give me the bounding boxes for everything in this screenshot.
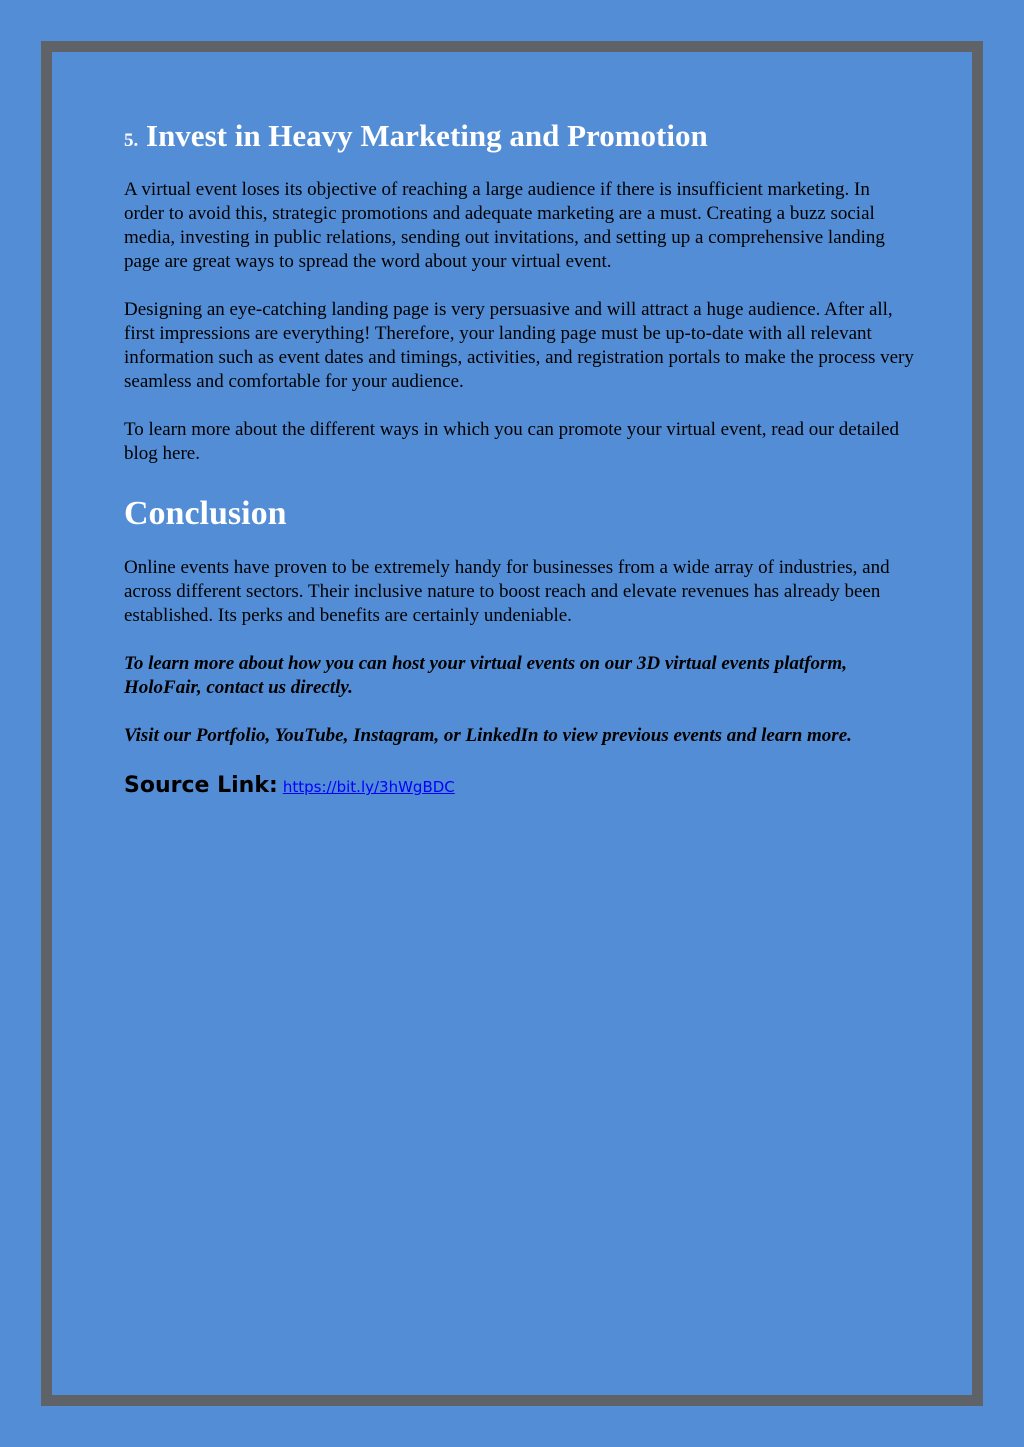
section-5-paragraph-2: Designing an eye-catching landing page is very persuasive and will attract a huge audience. After all, first impressions are everything! Therefore, your landing page must be up-to-date with all relevant information such as event dates and timings, activities, and registration portals to make the process very seamless and comfortable for your audience. [124,299,914,392]
source-label: Source Link: [124,773,278,798]
conclusion-paragraph: Online events have proven to be extremely handy for businesses from a wide array of industries, and across different sectors. Their inclusive nature to boost reach and elevate revenues has already been established. Its perks and benefits are certainly undeniable. [124,557,890,626]
conclusion-heading: Conclusion [124,495,287,532]
source-link[interactable]: https://bit.ly/3hWgBDC [282,778,455,796]
section-5-paragraph-3: To learn more about the different ways in which you can promote your virtual event, read our detailed blog here. [124,419,899,464]
source-line [124,772,914,801]
visit-cta: Visit our Portfolio, YouTube, Instagram, or LinkedIn to view previous events and learn more. [124,725,852,746]
section-5-heading [124,118,914,159]
document-body [124,118,914,801]
contact-cta: To learn more about how you can host your virtual events on our 3D virtual events platform, HoloFair, contact us directly. [124,653,847,698]
section-5-number: 5. [124,130,139,151]
section-5-title: Invest in Heavy Marketing and Promotion [146,118,708,153]
section-5-paragraph-1: A virtual event loses its objective of reaching a large audience if there is insufficient marketing. In order to avoid this, strategic promotions and adequate marketing are a must. Creating a buzz social media, investing in public relations, sending out invitations, and setting up a comprehensive landing page are great ways to spread the word about your virtual event. [124,179,885,272]
